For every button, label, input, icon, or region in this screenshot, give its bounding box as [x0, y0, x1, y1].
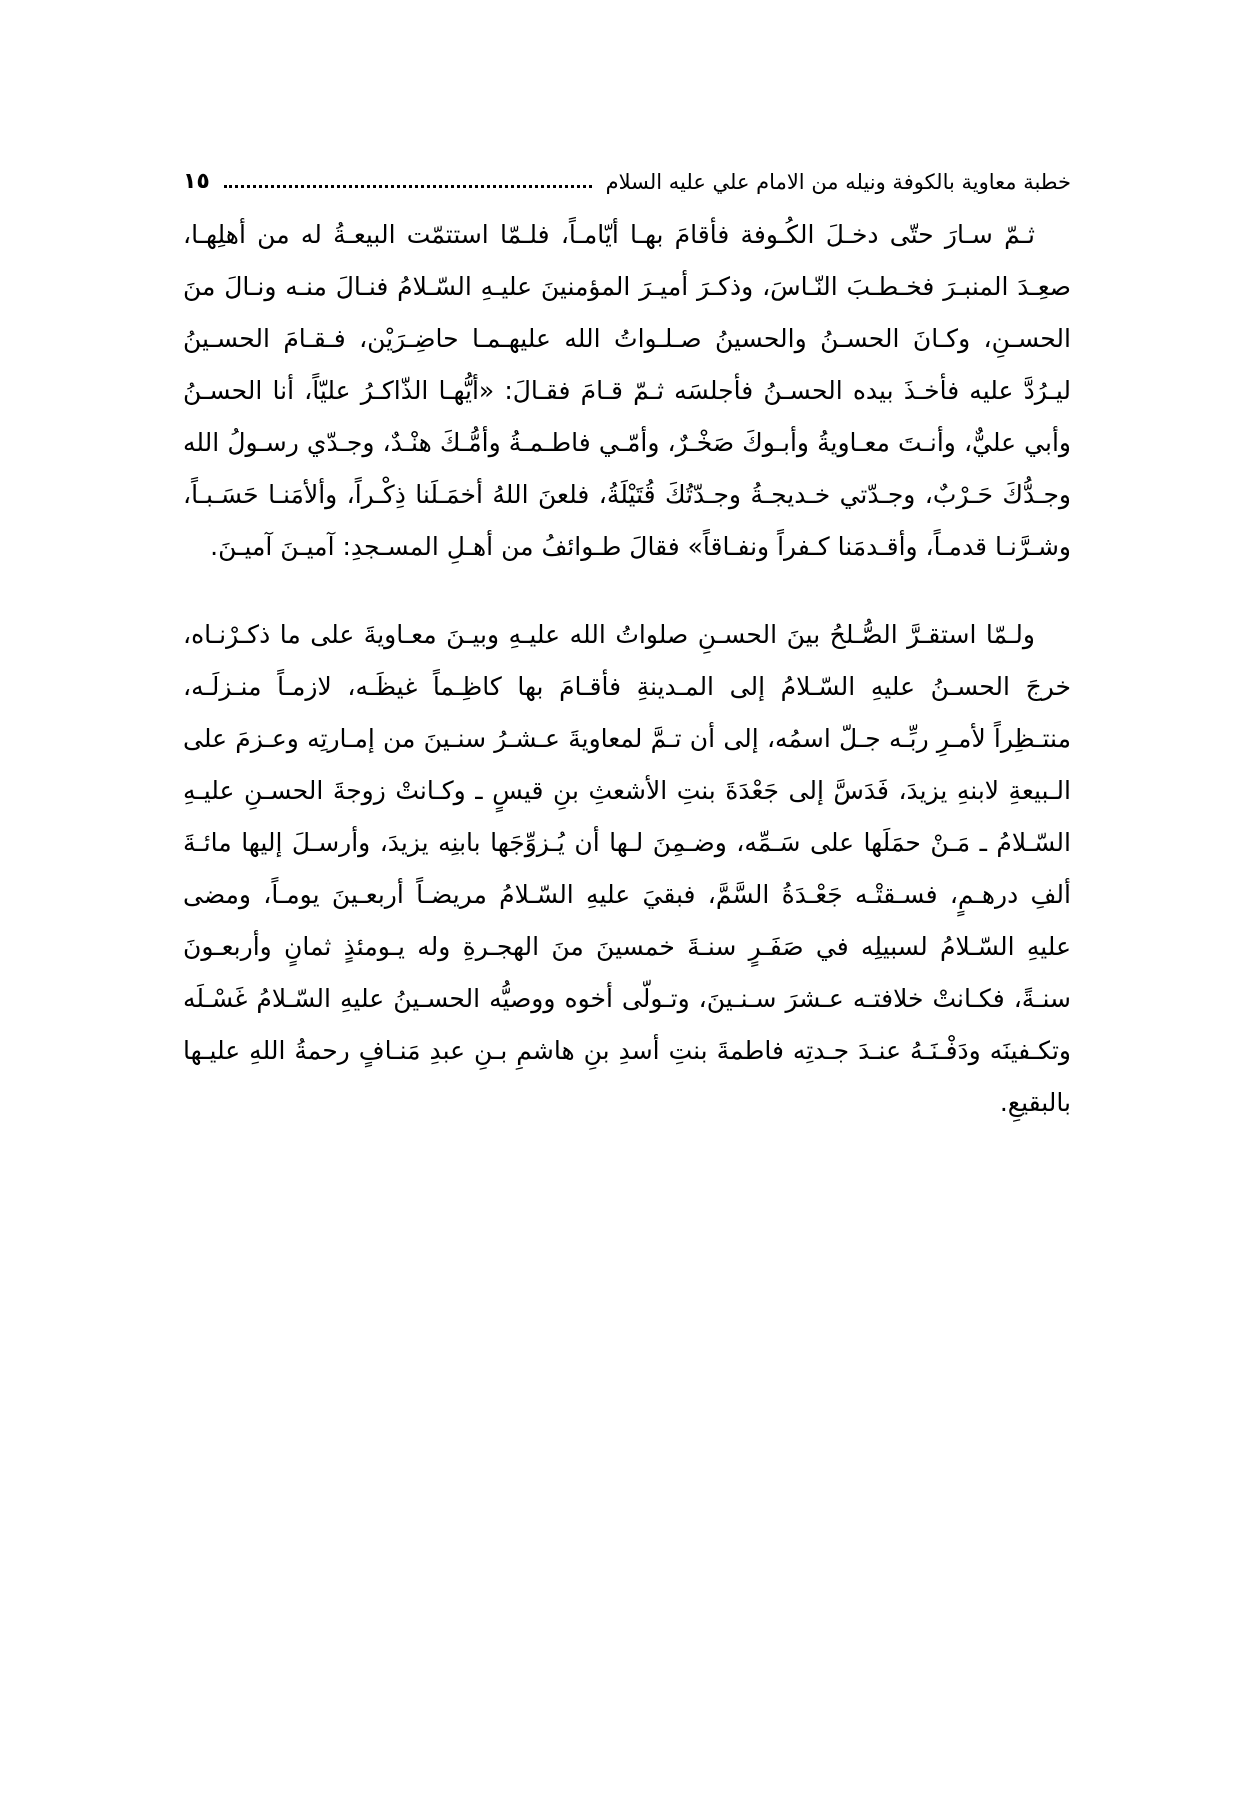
body-text: [183, 209, 1071, 1129]
paragraph-1: ثـمّ سـارَ حتّى دخـلَ الكُـوفة فأقامَ بهـا أيّامـاً، فلـمّا استتمّت البيعـةُ له من أهلِهـا، صعِـدَ المنبـرَ فخـطـبَ النّـاسَ، وذكـرَ أميـرَ المؤمنينَ عليـهِ السّـلامُ فنـالَ منـه ونـالَ منَ الحسـنِ، وكـانَ الحسـنُ والحسينُ صـلـواتُ الله عليهـمـا حاضِـرَيْن، فـقـامَ الحسـينُ ليـرُدَّ عليه فأخـذَ بيده الحسـنُ فأجلسَه ثـمّ قـامَ فقـالَ: «أيُّهـا الذّاكـرُ عليّاً، أنا الحسـنُ وأبي عليٌّ، وأنـتَ معـاويةُ وأبـوكَ صَخْـرٌ، وأمّـي فاطـمـةُ وأمُّـكَ هنْـدٌ، وجـدّي رسـولُ الله وجـدُّكَ حَـرْبٌ، وجـدّتي خـديجـةُ وجـدّتُكَ قُتَيْلَةُ، فلعنَ اللهُ أخمَـلَنا ذِكْـراً، وألأمَنـا حَسَـبـاً، وشـرَّنـا قدمـاً، وأقـدمَنا كـفراً ونفـاقاً» فقالَ طـوائفُ من أهـلِ المسـجدِ: آميـنَ آميـنَ.: [183, 220, 1071, 561]
running-header: [183, 165, 1071, 199]
page-number: ١٥: [183, 169, 210, 194]
dotted-leader: [224, 185, 592, 188]
chapter-title: خطبة معاوية بالكوفة ونيله من الامام علي عليه السلام: [605, 170, 1071, 194]
paragraph-2: ولـمّا استقـرَّ الصُّـلحُ بينَ الحسـنِ صلواتُ الله عليـهِ وبيـنَ معـاويةَ على ما ذكـرْنـاه، خرجَ الحسـنُ عليهِ السّـلامُ إلى المـدينةِ فأقـامَ بها كاظِـماً غيظَـه، لازمـاً منـزلَـه، منتـظِراً لأمـرِ ربِّـه جـلّ اسمُه، إلى أن تـمَّ لمعاويةَ عـشـرُ سنـينَ من إمـارتِه وعـزمَ على الـبيعةِ لابنهِ يزيدَ، فَدَسَّ إلى جَعْدَةَ بنتِ الأشعثِ بنِ قيسٍ ـ وكـانتْ زوجةَ الحسـنِ عليـهِ السّـلامُ ـ مَـنْ حمَلَها على سَـمِّه، وضـمِنَ لـها أن يُـزوِّجَها بابنِه يزيدَ، وأرسـلَ إليها مائـةَ ألفِ درهـمٍ، فسـقتْـه جَعْـدَةُ السَّمَّ، فبقيَ عليهِ السّـلامُ مريضـاً أربعـينَ يومـاً، ومضى عليهِ السّـلامُ لسبيلِه في صَفَـرٍ سنـةَ خمسينَ منَ الهجـرةِ وله يـومئذٍ ثمانٍ وأربعـونَ سنـةً، فكـانتْ خلافتـه عـشرَ سـنـينَ، وتـولّى أخوه ووصيُّه الحسـينُ عليهِ السّـلامُ غَسْـلَه وتكـفينَه ودَفْـنَـهُ عنـدَ جـدتِه فاطمةَ بنتِ أسدِ بنِ هاشمِ بـنِ عبدِ مَنـافٍ رحمةُ اللهِ عليـها بالبقيعِ.: [183, 620, 1071, 1117]
book-page: [183, 165, 1071, 1129]
